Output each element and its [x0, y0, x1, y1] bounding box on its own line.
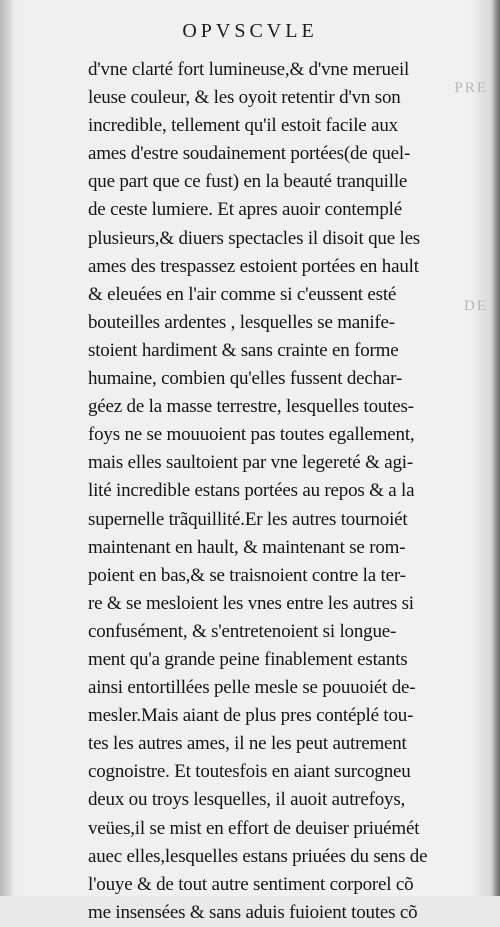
text-line: foys ne se mouuoient pas toutes egallement,: [88, 424, 415, 446]
text-line: d'vne clarté fort lumineuse,& d'vne merueil: [88, 59, 410, 80]
text-line: ames des trespassez estoient portées en hault: [88, 255, 419, 277]
text-line: mais elles saultoient par vne legereté & agi-: [88, 452, 413, 474]
text-line: auec elles,lesquelles estans priuées du sens de: [88, 845, 428, 867]
text-line: plusieurs,& diuers spectacles il disoit que les: [88, 227, 421, 249]
bleed-through-text: PRE: [454, 80, 488, 96]
text-line: supernelle trãquillité.Er les autres tournoiét: [88, 508, 408, 530]
page-edge: [492, 0, 500, 896]
text-line: bouteilles ardentes , lesquelles se manife-: [88, 311, 395, 333]
text-line: confusément, & s'entretenoient si longue-: [88, 620, 397, 642]
text-line: tes les autres ames, il ne les peut autrement: [88, 733, 407, 755]
running-head: OPVSCVLE: [182, 20, 318, 42]
text-line: l'ouye & de tout autre sentiment corporel cõ: [88, 873, 414, 895]
text-line: re & se mesloient les vnes entre les autres si: [88, 592, 414, 614]
text-line: deux ou troys lesquelles, il auoit autrefoys,: [88, 789, 406, 811]
text-line: de ceste lumiere. Et apres auoir contemplé: [88, 199, 402, 221]
text-line: maintenant en hault, & maintenant se rom-: [88, 536, 406, 558]
text-line: incredible, tellement qu'il estoit facile aux: [88, 115, 398, 137]
text-line: humaine, combien qu'elles fussent dechar-: [88, 368, 403, 390]
text-line: poient en bas,& se traisnoient contre la ter-: [88, 564, 406, 586]
text-line: géez de la masse terrestre, lesquelles toutes-: [88, 396, 414, 418]
bleed-through-text: DE: [464, 298, 488, 314]
text-line: lité incredible estans portées au repos & a la: [88, 480, 415, 502]
text-line: stoient hardiment & sans crainte en forme: [88, 339, 399, 361]
text-line: ames d'estre soudainement portées(de quel-: [88, 143, 411, 165]
text-line: ainsi entortillées pelle mesle se pouuoiét de-: [88, 677, 416, 699]
text-line: ment qu'a grande peine finablement estants: [88, 648, 408, 670]
text-line: & eleuées en l'air comme si c'eussent esté: [88, 283, 397, 305]
text-line: leuse couleur, & les oyoit retentir d'vn son: [88, 87, 401, 109]
text-line: veües,il se mist en effort de deuiser priuémét: [88, 817, 420, 839]
text-line: que part que ce fust) en la beauté tranquille: [88, 171, 408, 193]
text-line: cognoistre. Et toutesfois en aiant surcogneu: [88, 761, 411, 783]
text-line: mesler.Mais aiant de plus pres contéplé tou-: [88, 705, 414, 727]
text-line: me insensées & sans aduis fuioient toutes cõ: [88, 901, 418, 923]
spine-shadow: [0, 0, 14, 896]
body-text: [88, 56, 486, 927]
